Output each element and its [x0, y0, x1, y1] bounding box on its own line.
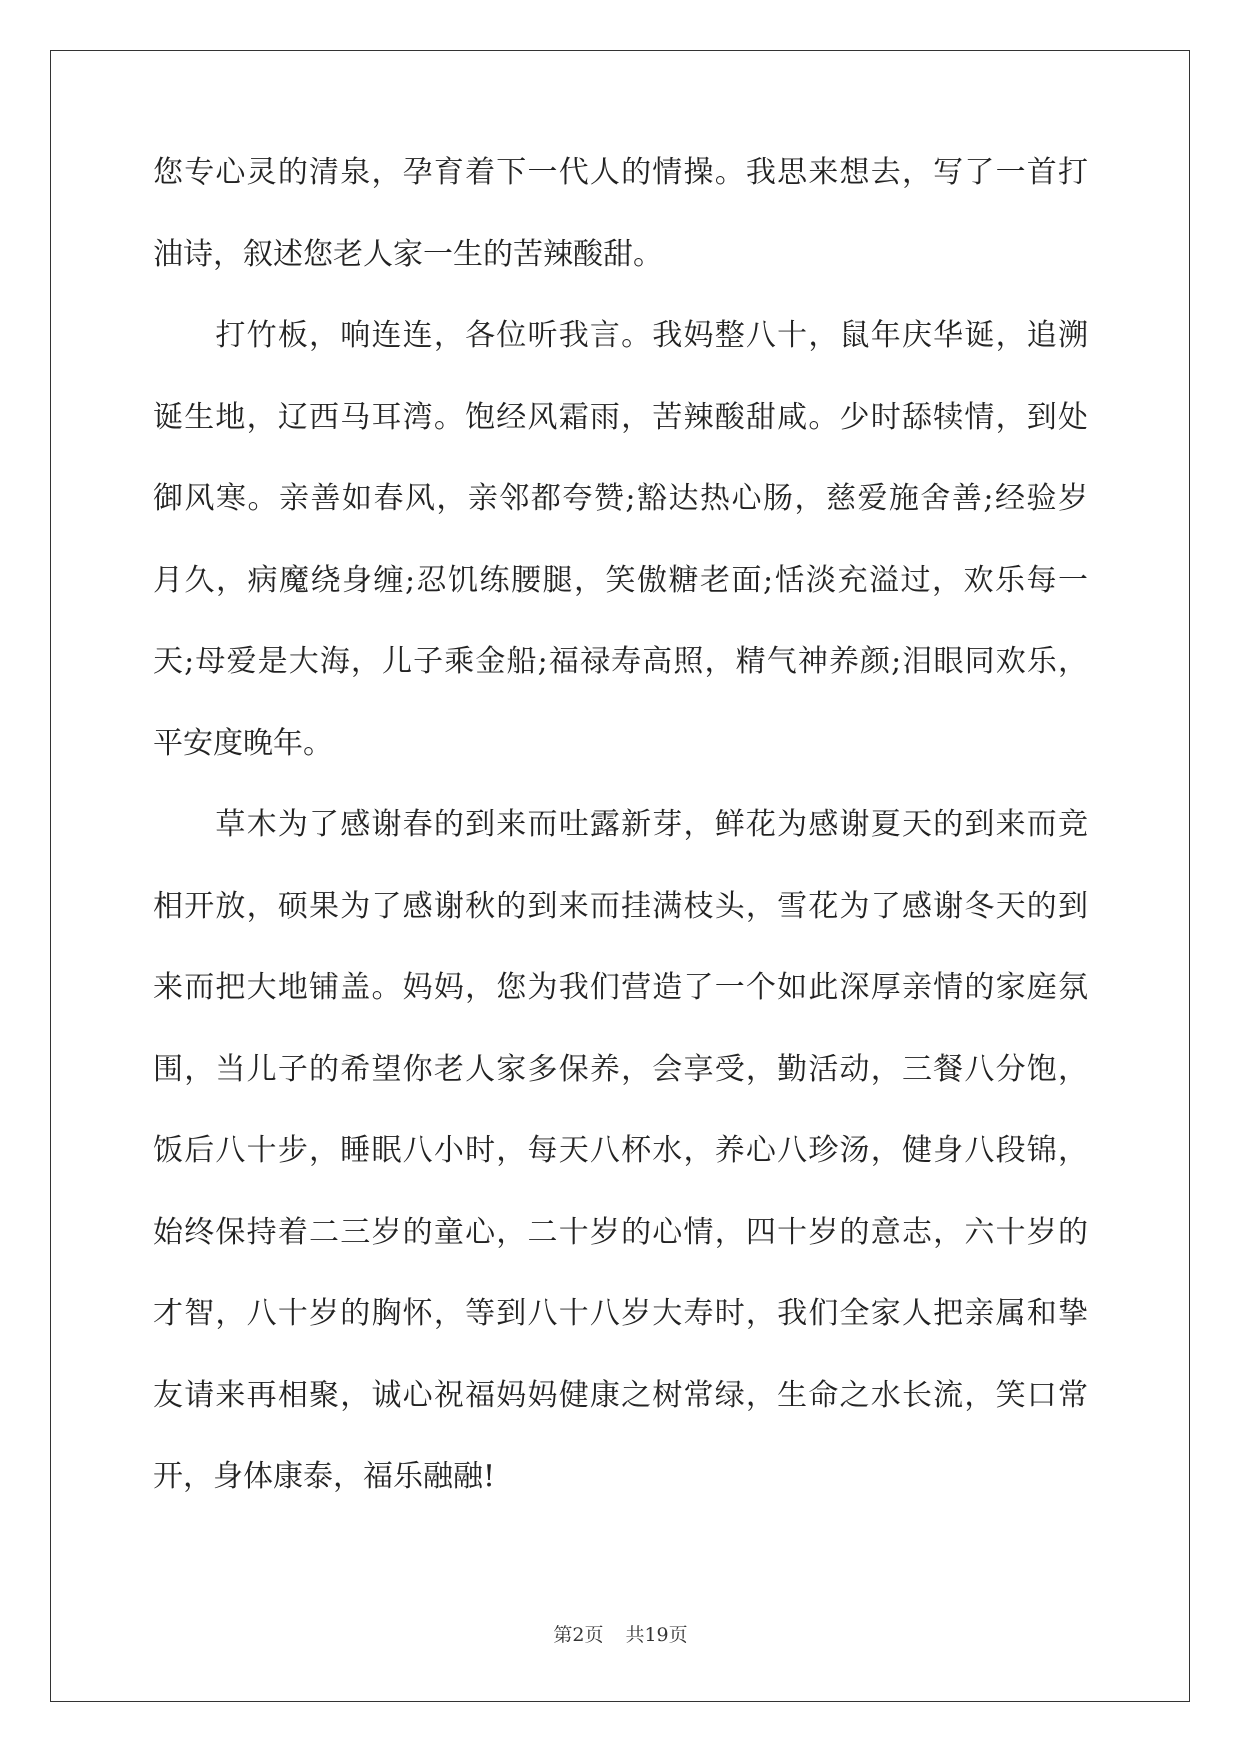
- paragraph: [153, 152, 1088, 315]
- page-number: 第2页: [553, 1624, 604, 1646]
- text-line: 御风寒。亲善如春风，亲邻都夸赞;豁达热心肠，慈爱施舍善;经验岁: [153, 481, 1088, 516]
- text-line: 天;母爱是大海，儿子乘金船;福禄寿高照，精气神养颜;泪眼同欢乐，: [153, 644, 1088, 679]
- text-line: 油诗，叙述您老人家一生的苦辣酸甜。: [153, 236, 663, 272]
- page-footer: [0, 1623, 1241, 1647]
- text-line: 始终保持着二三岁的童心，二十岁的心情，四十岁的意志，六十岁的: [153, 1214, 1088, 1250]
- text-line: 诞生地，辽西马耳湾。饱经风霜雨，苦辣酸甜咸。少时舔犊情，到处: [153, 399, 1088, 435]
- text-line: 相开放，硕果为了感谢秋的到来而挂满枝头，雪花为了感谢冬天的到: [153, 888, 1088, 924]
- text-line: 您专心灵的清泉，孕育着下一代人的情操。我思来想去，写了一首打: [153, 155, 1088, 190]
- text-line: 开，身体康泰，福乐融融!: [153, 1459, 496, 1494]
- text-line: 平安度晚年。: [153, 725, 333, 761]
- text-line: 围，当儿子的希望你老人家多保养，会享受，勤活动，三餐八分饱，: [153, 1051, 1088, 1087]
- text-line: 草木为了感谢春的到来而吐露新芽，鲜花为感谢夏天的到来而竞: [153, 807, 1088, 842]
- text-line: 来而把大地铺盖。妈妈，您为我们营造了一个如此深厚亲情的家庭氛: [153, 970, 1088, 1005]
- total-pages: 共19页: [625, 1624, 688, 1646]
- text-line: 月久，病魔绕身缠;忍饥练腰腿，笑傲糖老面;恬淡充溢过，欢乐每一: [153, 562, 1088, 598]
- paragraph: [153, 804, 1088, 1538]
- text-line: 才智，八十岁的胸怀，等到八十八岁大寿时，我们全家人把亲属和挚: [153, 1296, 1088, 1331]
- document-body: [153, 152, 1088, 1538]
- paragraph: [153, 315, 1088, 804]
- text-line: 友请来再相聚，诚心祝福妈妈健康之树常绿，生命之水长流，笑口常: [153, 1377, 1088, 1413]
- text-line: 饭后八十步，睡眠八小时，每天八杯水，养心八珍汤，健身八段锦，: [153, 1133, 1088, 1168]
- text-line: 打竹板，响连连，各位听我言。我妈整八十，鼠年庆华诞，追溯: [153, 318, 1088, 353]
